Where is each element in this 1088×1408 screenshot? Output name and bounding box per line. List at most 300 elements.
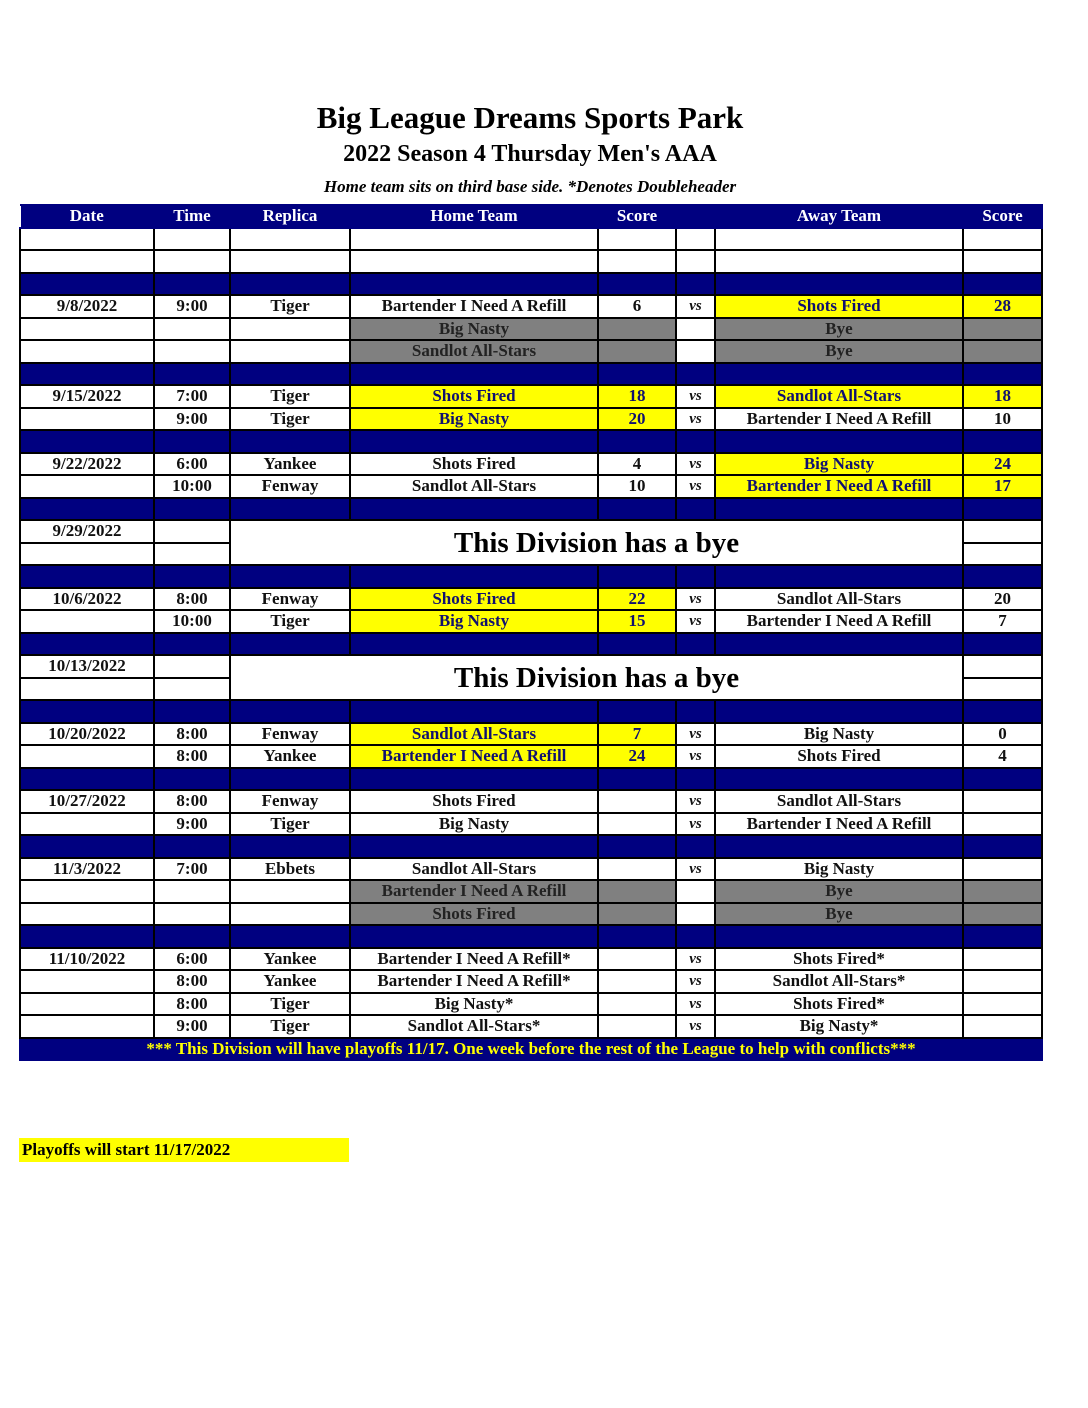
table-row [20,948,1042,971]
away-score-cell: 4 [963,745,1042,768]
week-separator-row [20,768,1042,791]
time-cell [154,835,230,858]
home-score-cell: 15 [598,610,676,633]
playoffs-start-note: Playoffs will start 11/17/2022 [19,1138,349,1162]
vs-cell: vs [676,385,715,408]
date-cell [20,408,154,431]
vs-cell [676,700,715,723]
home-score-cell: 22 [598,588,676,611]
field-cell: Tiger [230,1015,350,1038]
home-score-cell [598,903,676,926]
time-cell [154,768,230,791]
season-subtitle: 2022 Season 4 Thursday Men's AAA [343,141,717,167]
away-team-cell: Sandlot All-Stars [715,588,963,611]
home-team-cell: Bartender I Need A Refill* [350,970,598,993]
vs-cell [676,228,715,251]
home-team-cell: Sandlot All-Stars [350,340,598,363]
date-cell [20,745,154,768]
date-cell [20,610,154,633]
vs-cell [676,273,715,296]
field-cell [230,633,350,656]
date-cell [20,700,154,723]
field-cell [230,340,350,363]
vs-cell [676,880,715,903]
home-team-cell: Shots Fired [350,588,598,611]
time-cell [154,633,230,656]
away-score-cell [963,250,1042,273]
vs-cell: vs [676,295,715,318]
vs-cell [676,430,715,453]
away-score-cell [963,430,1042,453]
column-header [676,205,715,228]
home-team-cell: Shots Fired [350,385,598,408]
date-cell [20,363,154,386]
away-score-cell [963,340,1042,363]
table-row [20,453,1042,476]
home-team-cell: Sandlot All-Stars [350,723,598,746]
home-team-cell [350,250,598,273]
away-score-cell [963,228,1042,251]
home-score-cell [598,858,676,881]
time-cell [154,543,230,566]
vs-cell: vs [676,408,715,431]
away-team-cell: Big Nasty* [715,1015,963,1038]
away-team-cell: Sandlot All-Stars* [715,970,963,993]
header-row [20,205,1042,228]
away-score-cell [963,948,1042,971]
time-cell [154,903,230,926]
away-score-cell [963,970,1042,993]
vs-cell: vs [676,610,715,633]
home-team-cell: Bartender I Need A Refill* [350,948,598,971]
field-cell: Tiger [230,610,350,633]
home-team-cell [350,273,598,296]
date-cell [20,633,154,656]
field-cell [230,835,350,858]
away-score-cell: 17 [963,475,1042,498]
week-separator-row [20,925,1042,948]
date-cell [20,678,154,701]
date-cell: 11/3/2022 [20,858,154,881]
date-cell [20,813,154,836]
home-team-cell: Sandlot All-Stars [350,475,598,498]
away-team-cell: Bye [715,340,963,363]
time-cell [154,655,230,678]
time-cell: 7:00 [154,385,230,408]
time-cell [154,363,230,386]
vs-cell [676,318,715,341]
away-score-cell [963,678,1042,701]
field-cell: Yankee [230,453,350,476]
away-team-cell: Bye [715,903,963,926]
away-score-cell: 7 [963,610,1042,633]
date-cell [20,430,154,453]
vs-cell: vs [676,588,715,611]
field-cell: Fenway [230,723,350,746]
away-team-cell [715,768,963,791]
table-row [20,970,1042,993]
away-score-cell [963,273,1042,296]
vs-cell: vs [676,970,715,993]
field-cell [230,903,350,926]
home-team-cell [350,768,598,791]
field-cell: Tiger [230,295,350,318]
vs-cell [676,565,715,588]
time-cell: 8:00 [154,723,230,746]
date-cell [20,228,154,251]
table-row [20,475,1042,498]
field-cell [230,273,350,296]
home-score-cell [598,1015,676,1038]
field-cell [230,363,350,386]
date-cell [20,498,154,521]
home-team-cell [350,565,598,588]
home-score-cell [598,340,676,363]
vs-cell: vs [676,948,715,971]
date-cell [20,970,154,993]
date-cell [20,925,154,948]
home-score-cell: 20 [598,408,676,431]
home-team-cell [350,498,598,521]
week-separator-row [20,633,1042,656]
field-cell [230,565,350,588]
home-team-cell: Shots Fired [350,790,598,813]
date-cell: 10/6/2022 [20,588,154,611]
away-score-cell: 28 [963,295,1042,318]
away-team-cell: Bye [715,318,963,341]
table-row [20,588,1042,611]
vs-cell: vs [676,790,715,813]
playoffs-banner: *** This Division will have playoffs 11/17. One week before the rest of the League to help with conflicts*** [20,1038,1042,1061]
away-score-cell [963,813,1042,836]
table-row [20,250,1042,273]
field-cell [230,768,350,791]
vs-cell: vs [676,475,715,498]
away-team-cell: Shots Fired* [715,948,963,971]
time-cell [154,340,230,363]
away-score-cell [963,1015,1042,1038]
home-team-cell [350,835,598,858]
home-score-cell [598,813,676,836]
vs-cell [676,498,715,521]
vs-cell: vs [676,1015,715,1038]
away-score-cell: 0 [963,723,1042,746]
home-team-cell [350,633,598,656]
home-team-cell: Sandlot All-Stars [350,858,598,881]
field-cell: Yankee [230,745,350,768]
date-cell: 9/15/2022 [20,385,154,408]
away-score-cell [963,835,1042,858]
time-cell: 7:00 [154,858,230,881]
date-cell [20,880,154,903]
home-team-cell: Sandlot All-Stars* [350,1015,598,1038]
table-row [20,295,1042,318]
away-team-cell [715,363,963,386]
home-team-cell: Shots Fired [350,903,598,926]
vs-cell [676,363,715,386]
away-team-cell: Bartender I Need A Refill [715,813,963,836]
table-row [20,993,1042,1016]
date-cell [20,273,154,296]
away-score-cell [963,565,1042,588]
week-separator-row [20,835,1042,858]
column-header: Score [598,205,676,228]
home-team-cell: Big Nasty [350,318,598,341]
away-score-cell [963,655,1042,678]
vs-cell: vs [676,858,715,881]
date-cell [20,475,154,498]
field-cell: Tiger [230,993,350,1016]
time-cell [154,498,230,521]
home-team-cell: Big Nasty [350,813,598,836]
week-separator-row [20,363,1042,386]
away-score-cell [963,790,1042,813]
home-score-cell [598,790,676,813]
home-team-cell: Big Nasty* [350,993,598,1016]
home-score-cell [598,993,676,1016]
time-cell: 8:00 [154,970,230,993]
home-score-cell: 10 [598,475,676,498]
away-team-cell: Bartender I Need A Refill [715,408,963,431]
date-cell [20,1015,154,1038]
vs-cell [676,903,715,926]
home-score-cell [598,948,676,971]
home-score-cell: 4 [598,453,676,476]
table-row [20,880,1042,903]
date-cell [20,250,154,273]
away-score-cell: 18 [963,385,1042,408]
home-score-cell [598,925,676,948]
time-cell [154,700,230,723]
time-cell [154,273,230,296]
away-score-cell [963,318,1042,341]
away-score-cell: 10 [963,408,1042,431]
away-team-cell: Shots Fired* [715,993,963,1016]
home-score-cell [598,633,676,656]
table-row [20,903,1042,926]
field-cell [230,250,350,273]
date-cell [20,565,154,588]
home-score-cell [598,700,676,723]
time-cell: 6:00 [154,948,230,971]
column-header: Date [20,205,154,228]
table-row [20,1015,1042,1038]
vs-cell: vs [676,993,715,1016]
table-row [20,385,1042,408]
away-score-cell [963,363,1042,386]
table-row [20,408,1042,431]
home-team-cell [350,700,598,723]
away-team-cell: Bartender I Need A Refill [715,475,963,498]
home-score-cell: 7 [598,723,676,746]
time-cell [154,565,230,588]
away-team-cell: Bye [715,880,963,903]
home-score-cell [598,835,676,858]
home-score-cell [598,318,676,341]
field-cell [230,700,350,723]
home-score-cell [598,430,676,453]
away-team-cell [715,835,963,858]
column-header: Away Team [715,205,963,228]
home-score-cell [598,880,676,903]
park-title: Big League Dreams Sports Park [316,100,744,135]
away-team-cell: Sandlot All-Stars [715,790,963,813]
home-score-cell [598,768,676,791]
time-cell: 8:00 [154,745,230,768]
week-separator-row [20,700,1042,723]
away-team-cell [715,250,963,273]
home-team-cell: Bartender I Need A Refill [350,295,598,318]
week-separator-row [20,498,1042,521]
schedule-note: Home team sits on third base side. *Denotes Doubleheader [323,177,737,196]
away-team-cell [715,925,963,948]
away-score-cell [963,700,1042,723]
away-team-cell [715,273,963,296]
field-cell [230,318,350,341]
field-cell [230,925,350,948]
away-team-cell: Big Nasty [715,858,963,881]
table-row [20,318,1042,341]
home-team-cell: Bartender I Need A Refill [350,880,598,903]
date-cell: 11/10/2022 [20,948,154,971]
home-team-cell [350,363,598,386]
table-row [20,228,1042,251]
away-team-cell: Big Nasty [715,453,963,476]
time-cell [154,520,230,543]
time-cell [154,250,230,273]
table-row [20,858,1042,881]
schedule-table [19,204,1043,1061]
vs-cell [676,633,715,656]
home-score-cell [598,250,676,273]
home-score-cell [598,970,676,993]
time-cell: 8:00 [154,993,230,1016]
away-score-cell: 20 [963,588,1042,611]
time-cell [154,430,230,453]
footer-row [20,1038,1042,1061]
date-cell [20,543,154,566]
away-team-cell [715,700,963,723]
away-team-cell [715,498,963,521]
column-header: Replica [230,205,350,228]
date-cell [20,340,154,363]
time-cell: 9:00 [154,295,230,318]
date-cell: 9/22/2022 [20,453,154,476]
date-cell [20,993,154,1016]
field-cell: Yankee [230,948,350,971]
away-score-cell [963,633,1042,656]
away-score-cell [963,993,1042,1016]
home-score-cell [598,273,676,296]
date-cell [20,768,154,791]
vs-cell [676,925,715,948]
away-team-cell [715,633,963,656]
home-team-cell: Big Nasty [350,408,598,431]
time-cell [154,228,230,251]
home-team-cell: Shots Fired [350,453,598,476]
table-row [20,655,1042,678]
home-score-cell: 24 [598,745,676,768]
date-cell: 10/13/2022 [20,655,154,678]
table-row [20,610,1042,633]
field-cell: Tiger [230,813,350,836]
away-score-cell [963,520,1042,543]
date-cell [20,903,154,926]
date-cell: 10/27/2022 [20,790,154,813]
away-team-cell: Bartender I Need A Refill [715,610,963,633]
away-score-cell [963,543,1042,566]
field-cell [230,498,350,521]
time-cell [154,880,230,903]
time-cell: 9:00 [154,1015,230,1038]
date-cell: 10/20/2022 [20,723,154,746]
away-score-cell [963,903,1042,926]
week-separator-row [20,430,1042,453]
away-score-cell: 24 [963,453,1042,476]
field-cell: Fenway [230,588,350,611]
home-score-cell: 6 [598,295,676,318]
week-separator-row [20,565,1042,588]
time-cell: 9:00 [154,813,230,836]
field-cell: Ebbets [230,858,350,881]
vs-cell: vs [676,723,715,746]
vs-cell: vs [676,745,715,768]
vs-cell [676,340,715,363]
field-cell [230,880,350,903]
away-team-cell [715,430,963,453]
column-header: Score [963,205,1042,228]
away-score-cell [963,498,1042,521]
away-team-cell: Shots Fired [715,745,963,768]
home-score-cell: 18 [598,385,676,408]
away-team-cell [715,228,963,251]
home-team-cell [350,925,598,948]
time-cell: 10:00 [154,475,230,498]
field-cell: Fenway [230,790,350,813]
home-team-cell [350,430,598,453]
vs-cell [676,835,715,858]
date-cell [20,835,154,858]
vs-cell [676,768,715,791]
field-cell [230,430,350,453]
field-cell: Tiger [230,408,350,431]
table-row [20,340,1042,363]
away-team-cell: Big Nasty [715,723,963,746]
division-bye-cell: This Division has a bye [230,655,963,700]
away-score-cell [963,925,1042,948]
home-score-cell [598,363,676,386]
home-team-cell: Bartender I Need A Refill [350,745,598,768]
division-bye-cell: This Division has a bye [230,520,963,565]
time-cell: 10:00 [154,610,230,633]
vs-cell [676,250,715,273]
table-row [20,813,1042,836]
time-cell [154,678,230,701]
vs-cell: vs [676,813,715,836]
table-row [20,790,1042,813]
date-cell [20,318,154,341]
table-row [20,723,1042,746]
time-cell [154,318,230,341]
time-cell: 8:00 [154,790,230,813]
time-cell: 8:00 [154,588,230,611]
week-separator-row [20,273,1042,296]
field-cell: Fenway [230,475,350,498]
home-team-cell [350,228,598,251]
away-team-cell [715,565,963,588]
away-team-cell: Sandlot All-Stars [715,385,963,408]
date-cell: 9/8/2022 [20,295,154,318]
